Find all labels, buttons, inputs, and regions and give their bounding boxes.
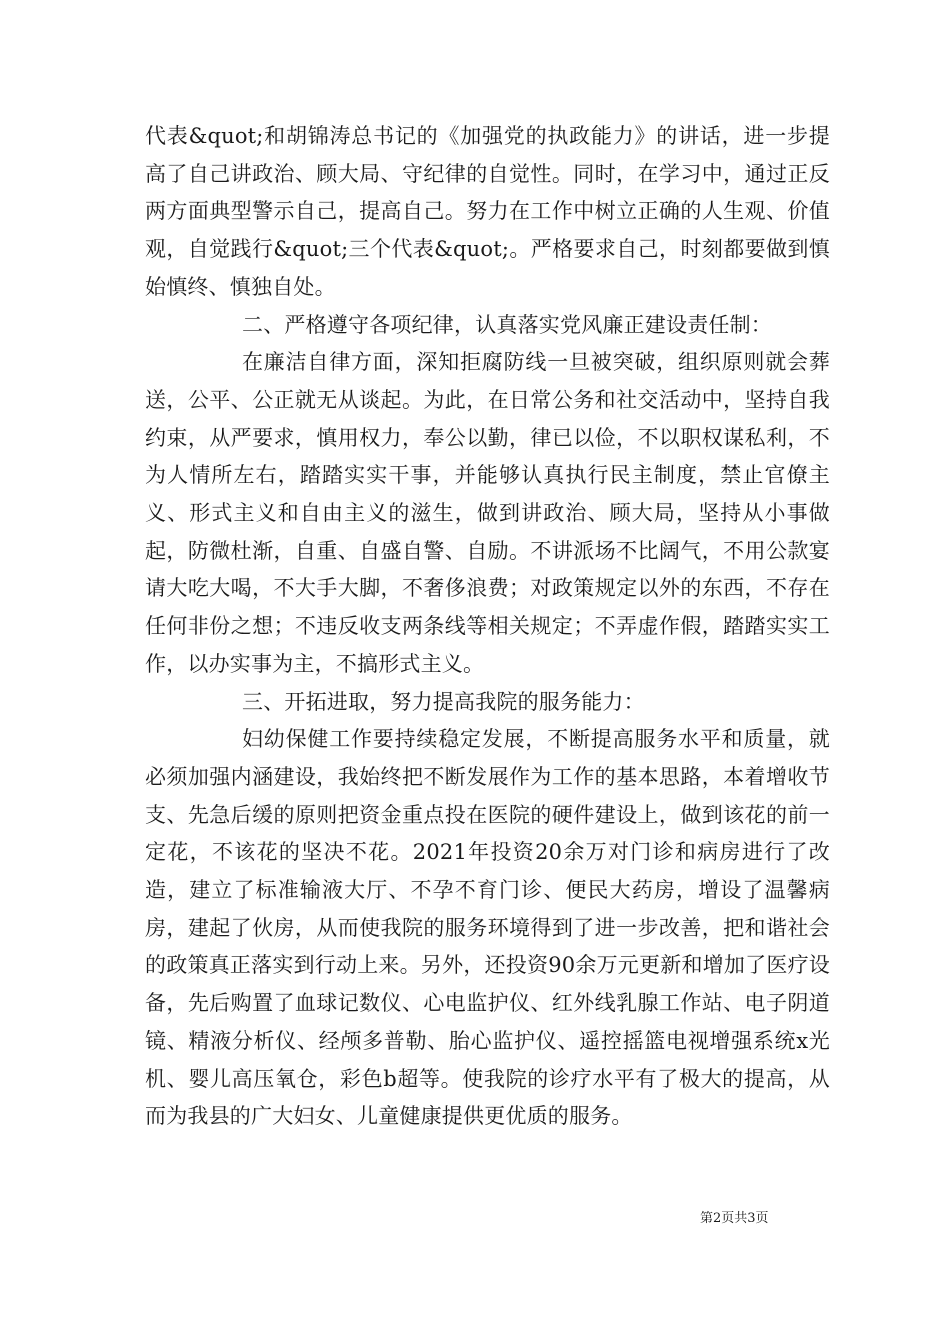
paragraph-service: 妇幼保健工作要持续稳定发展，不断提高服务水平和质量，就必须加强内涵建设，我始终把不断发展作为工作的基本思路，本着增收节支、先急后缓的原则把资金重点投在医院的硬件建设上，做到该花的前一定花，不该花的坚决不花。2021年投资20余万对门诊和病房进行了改造，建立了标准输液大厅、不孕不育门诊、便民大药房，增设了温馨病房，建起了伙房，从而使我院的服务环境得到了进一步改善，把和谐社会的政策真正落实到行动上来。另外，还投资90余万元更新和增加了医疗设备，先后购置了血球记数仪、心电监护仪、红外线乳腺工作站、电子阴道镜、精液分析仪、经颅多普勒、胎心监护仪、遥控摇篮电视增强系统x光机、婴儿高压氧仓，彩色b超等。使我院的诊疗水平有了极大的提高，从而为我县的广大妇女、儿童健康提供更优质的服务。 [145,727,830,1129]
document-body [145,118,830,1136]
paragraph-continuation: 代表&quot;和胡锦涛总书记的《加强党的执政能力》的讲话，进一步提高了自己讲政治、顾大局、守纪律的自觉性。同时，在学习中，通过正反两方面典型警示自己，提高自己。努力在工作中树立正确的人生观、价值观，自觉践行&quot;三个代表&quot;。严格要求自己，时刻都要做到慎始慎终、慎独自处。 [145,124,830,299]
page-number: 第2页共3页 [700,1211,769,1226]
section-heading-2: 二、严格遵守各项纪律，认真落实党风廉正建设责任制： [242,312,772,337]
paragraph-integrity: 在廉洁自律方面，深知拒腐防线一旦被突破，组织原则就会葬送，公平、公正就无从谈起。为此，在日常公务和社交活动中，坚持自我约束，从严要求，慎用权力，奉公以勤，律已以俭，不以职权谋私利，不为人情所左右，踏踏实实干事，并能够认真执行民主制度，禁止官僚主义、形式主义和自由主义的滋生，做到讲政治、顾大局，坚持从小事做起，防微杜渐，自重、自盛自警、自励。不讲派场不比阔气，不用公款宴请大吃大喝，不大手大脚，不奢侈浪费；对政策规定以外的东西，不存在任何非份之想；不违反收支两条线等相关规定；不弄虚作假，踏踏实实工作，以办实事为主，不搞形式主义。 [145,350,830,676]
section-heading-3: 三、开拓进取，努力提高我院的服务能力： [242,689,645,714]
